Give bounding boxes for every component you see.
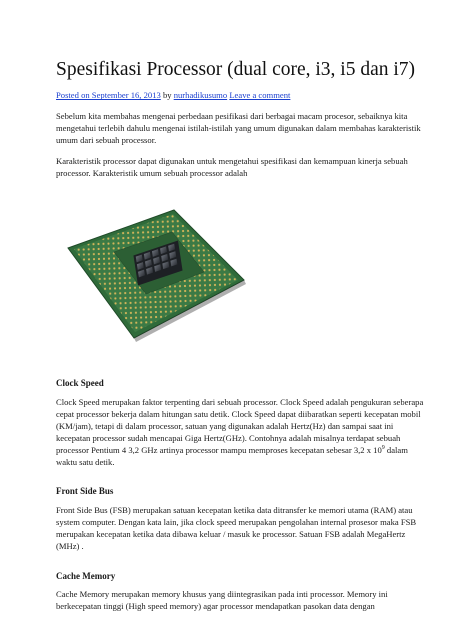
section-paragraph-front-side-bus: Front Side Bus (FSB) merupakan satuan kecepatan ketika data ditransfer ke memori utama (RAM) atau system computer. Dengan kata lain, jika clock speed merupakan pengolahan internal prosesor maka FSB merupakan kecepatan ketika data dibawa keluar / masuk ke processor. Satuan FSB adalah MegaHertz (MHz) . — [56, 505, 417, 551]
intro-paragraph: Sebelum kita membahas mengenai perbedaan pesifikasi dari berbagai macam procesor, sebaiknya kita mengetahui terlebih dahulu mengenai istilah-istilah yang umum digunakan dalam membahas karakteristik umum dari sebuah processor. — [56, 111, 421, 145]
section-paragraph-clock-speed — [56, 397, 428, 468]
leave-comment-link[interactable]: Leave a comment — [229, 90, 291, 101]
intro-paragraph-2: Karakteristik processor dapat digunakan untuk mengetahui spesifikasi dan kemampuan kinerja sebuah processor. Karakteristik umum sebuah processor adalah — [56, 155, 408, 178]
article-title: Spesifikasi Processor (dual core, i3, i5 dan i7) — [56, 59, 416, 80]
clock-speed-exponent: 9 — [381, 444, 385, 451]
section-paragraph-cache-memory: Cache Memory merupakan memory khusus yang diintegrasikan pada inti processor. Memory ini berkecepatan tinggi (High speed memory) agar processor mendapatkan pasokan data dengan — [56, 589, 388, 612]
clock-speed-text-2: dalam waktu satu detik. — [56, 444, 408, 467]
post-meta — [56, 90, 428, 101]
section-heading-cache-memory: Cache Memory — [56, 570, 116, 581]
section-heading-clock-speed: Clock Speed — [56, 378, 104, 389]
clock-speed-text-1: Clock Speed merupakan faktor terpenting dari sebuah processor. Clock Speed adalah pengukuran seberapa cepat processor bekerja dalam hitungan satu detik. Clock Speed dapat diibaratkan seperti kecepatan mobil (KM/jam), tetapi di dalam processor, satuan yang digunakan adalah Hertz(Hz) dan sampai saat ini kecepatan processor sudah mencapai Giga Hertz(GHz). Contohnya adalah misalnya terdapat sebuah processor Pentium 4 3,2 GHz artinya processor mampu memproses kecepatan sebesar 3,2 x 10 — [56, 397, 424, 455]
posted-on-link[interactable]: Posted on September 16, 2013 — [56, 90, 161, 101]
by-text: by — [160, 90, 174, 101]
cpu-chip-image — [54, 188, 254, 368]
article — [56, 58, 428, 622]
section-heading-front-side-bus: Front Side Bus — [56, 486, 114, 497]
author-link[interactable]: nurhadikusumo — [173, 90, 228, 101]
cpu-chip-icon — [54, 188, 254, 368]
